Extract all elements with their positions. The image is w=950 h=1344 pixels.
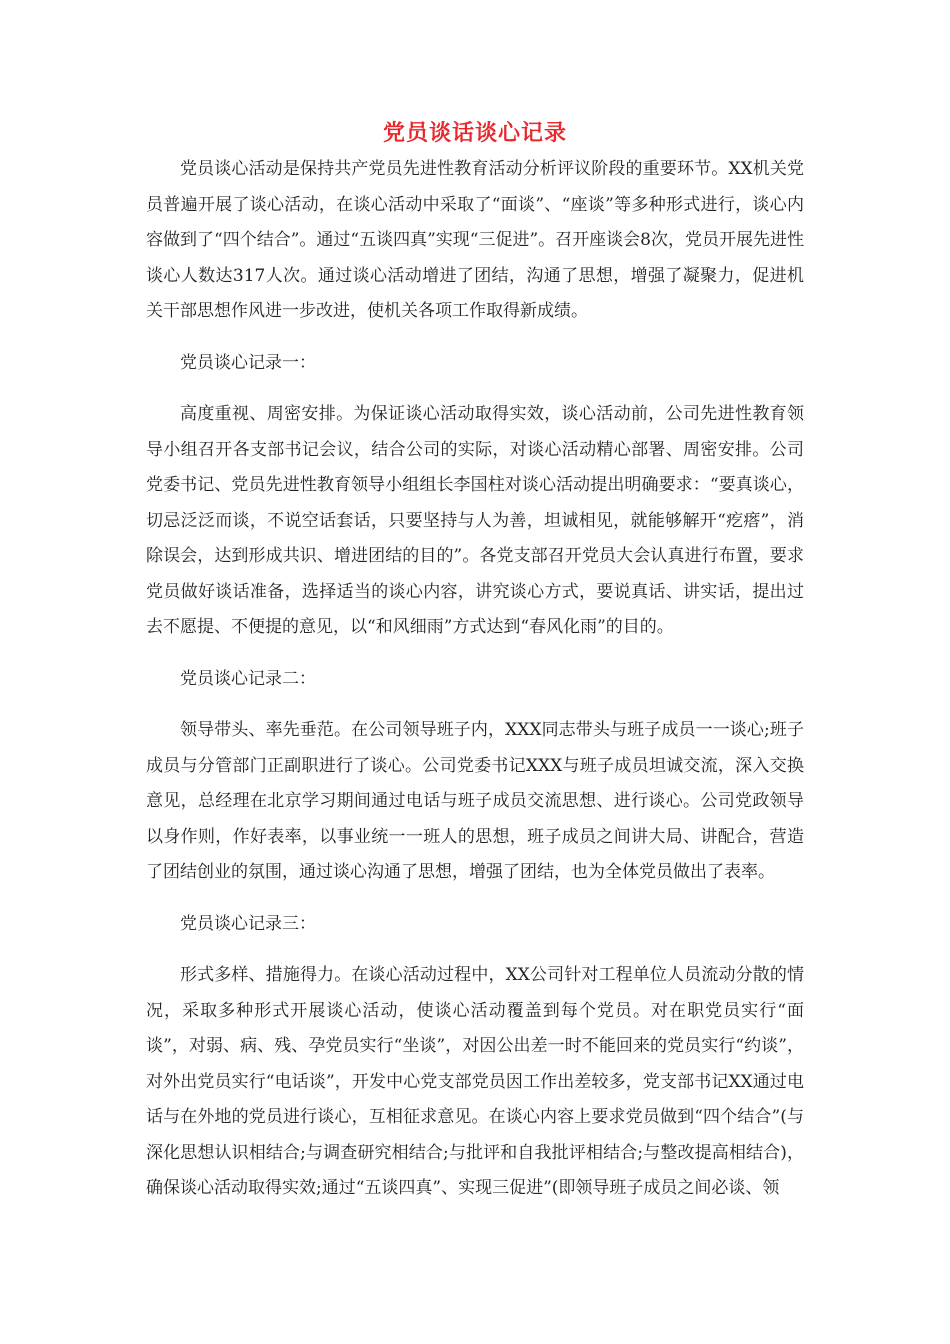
record-1-body: 高度重视、周密安排。为保证谈心活动取得实效，谈心活动前，公司先进性教育领导小组召开各支部书记会议，结合公司的实际，对谈心活动精心部署、周密安排。公司党委书记、党员先进性教育领导小组组长李国柱对谈心活动提出明确要求：“要真谈心，切忌泛泛而谈，不说空话套话，只要坚持与人为善，坦诚相见，就能够解开“疙瘩”，消除误会，达到形成共识、增进团结的目的”。各党支部召开党员大会认真进行布置，要求党员做好谈话准备，选择适当的谈心内容，讲究谈心方式，要说真话、讲实话，提出过去不愿提、不便提的意见，以“和风细雨”方式达到“春风化雨”的目的。 [146,404,804,637]
section-gap [146,697,804,713]
section-gap [146,330,804,346]
record-2-body: 领导带头、率先垂范。在公司领导班子内，XXX同志带头与班子成员一一谈心;班子成员与分管部门正副职进行了谈心。公司党委书记XXX与班子成员坦诚交流，深入交换意见，总经理在北京学习期间通过电话与班子成员交流思想、进行谈心。公司党政领导以身作则，作好表率，以事业统一一班人的思想，班子成员之间讲大局、讲配合，营造了团结创业的氛围，通过谈心沟通了思想，增强了团结，也为全体党员做出了表率。 [146,720,804,882]
section-gap [146,646,804,662]
document-title: 党员谈话谈心记录 [382,121,567,146]
section-gap [146,942,804,958]
section-gap [146,891,804,907]
record-1-heading: 党员谈心记录一： [180,352,316,373]
section-gap [146,381,804,397]
intro-paragraph: 党员谈心活动是保持共产党员先进性教育活动分析评议阶段的重要环节。XX机关党员普遍开展了谈心活动，在谈心活动中采取了“面谈”、“座谈”等多种形式进行，谈心内容做到了“四个结合”。通过“五谈四真”实现“三促进”。召开座谈会8次，党员开展先进性谈心人数达317人次。通过谈心活动增进了团结，沟通了思想，增强了凝聚力，促进机关干部思想作风进一步改进，使机关各项工作取得新成绩。 [146,159,804,321]
record-2-heading: 党员谈心记录二： [180,668,316,689]
record-3-body: 形式多样、措施得力。在谈心活动过程中，XX公司针对工程单位人员流动分散的情况，采取多种形式开展谈心活动，使谈心活动覆盖到每个党员。对在职党员实行“面谈”，对弱、病、残、孕党员实行“坐谈”，对因公出差一时不能回来的党员实行“约谈”，对外出党员实行“电话谈”，开发中心党支部党员因工作出差较多，党支部书记XX通过电话与在外地的党员进行谈心，互相征求意见。在谈心内容上要求党员做到“四个结合”(与深化思想认识相结合;与调查研究相结合;与批评和自我批评相结合;与整改提高相结合)，确保谈心活动取得实效;通过“五谈四真”、实现三促进”(即领导班子成员之间必谈、领 [146,965,804,1198]
record-3-heading: 党员谈心记录三： [180,913,316,934]
